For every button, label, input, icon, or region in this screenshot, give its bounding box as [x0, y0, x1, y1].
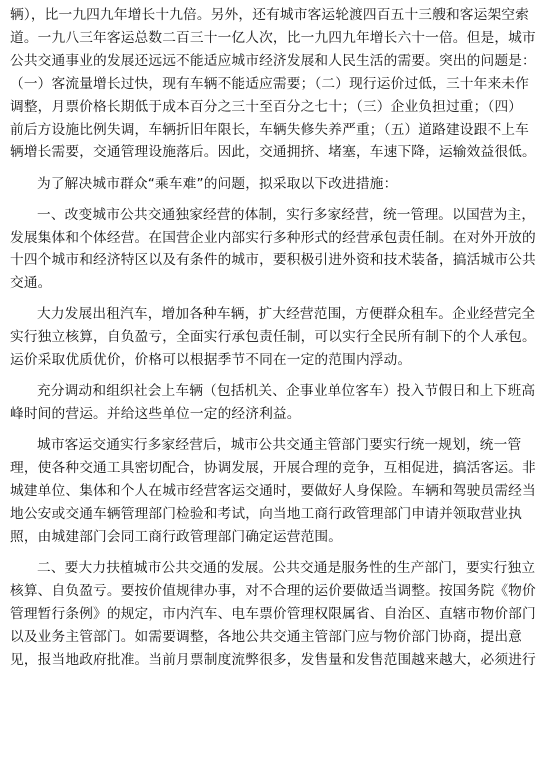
text-line: 十四个城市和经济特区以及有条件的城市，要积极引进外资和技术装备，搞活城市公共: [10, 252, 536, 269]
text-line: 调整，月票价格长期低于成本百分之三十至百分之七十；（三）企业负担过重；（四）: [10, 98, 523, 115]
text-line: 交通。: [10, 275, 52, 292]
paragraph: [10, 4, 536, 164]
text-line: 管理暂行条例》的规定，市内汽车、电车票价管理权限属省、自治区、直辖市物价部门: [10, 605, 536, 622]
text-line: 前后方设施比例失调，车辆折旧年限长，车辆失修失养严重；（五）道路建设跟不上车: [10, 121, 529, 138]
text-line: 充分调动和组织社会上车辆（包括机关、企事业单位客车）投入节假日和上下班高: [37, 383, 536, 400]
text-line: 理，使各种交通工具密切配合，协调发展，开展合理的竞争，互相促进，搞活客运。非: [10, 460, 536, 477]
paragraph: [10, 380, 536, 426]
text-line: 峰时间的营运。并给这些单位一定的经济利益。: [10, 406, 301, 423]
text-line: 地公安或交通车辆管理部门检验和考试，向当地工商行政管理部门申请并领取营业执: [10, 506, 522, 523]
text-line: 城建单位、集体和个人在城市经营客运交通时，要做好人身保险。车辆和驾驶员需经当: [10, 483, 536, 500]
text-line: 运价采取优质优价，价格可以根据季节不同在一定的范围内浮动。: [10, 352, 412, 369]
text-line: 以及业务主管部门。如需要调整，各地公共交通主管部门应与物价部门协商，提出意: [10, 628, 522, 645]
text-line: 为了解决城市群众“乘车难”的问题，拟采取以下改进措施：: [37, 175, 398, 192]
paragraph: [10, 434, 536, 549]
text-line: 辆），比一九四九年增长十九倍。另外，还有城市客运轮渡四百五十三艘和客运架空索: [10, 7, 529, 23]
text-line: 二、要大力扶植城市公共交通的发展。公共交通是服务性的生产部门，要实行独立: [37, 560, 536, 577]
text-line: 核算、自负盈亏。要按价值规律办事，对不合理的运价要做适当调整。按国务院《物价: [10, 582, 536, 599]
text-line: 辆增长需要，交通管理设施落后。因此，交通拥挤、堵塞，车速下降，运输效益很低。: [10, 144, 536, 161]
text-line: 发展集体和个体经营。在国营企业内部实行多种形式的经营承包责任制。在对外开放的: [10, 229, 536, 246]
paragraph: [10, 204, 536, 296]
text-line: 照，由城建部门会同工商行政管理部门确定运营范围。: [10, 528, 343, 545]
paragraph: [10, 173, 528, 196]
text-line: 一、改变城市公共交通独家经营的体制，实行多家经营，统一管理。以国营为主，: [37, 206, 536, 223]
text-line: 实行独立核算，自负盈亏，全面实行承包责任制，可以实行全民所有制下的个人承包。: [10, 329, 536, 346]
text-line: 见，报当地政府批准。当前月票制度流弊很多，发售量和发售范围越来越大，必须进行: [10, 651, 536, 668]
text-line: （一）客流量增长过快，现有车辆不能适应需要；（二）现行运价过低，三十年来未作: [10, 75, 529, 92]
paragraph: [10, 303, 536, 372]
text-line: 公共交通事业的发展还远远不能适应城市经济发展和人民生活的需要。突出的问题是：: [10, 52, 536, 69]
text-line: 道。一九八三年客运总数二百三十一亿人次，比一九四九年增长六十一倍。但是，城市: [10, 29, 536, 46]
text-line: 城市客运交通实行多家经营后，城市公共交通主管部门要实行统一规划，统一管: [37, 437, 522, 454]
paragraph: [10, 557, 536, 672]
text-line: 大力发展出租汽车，增加各种车辆，扩大经营范围，方便群众租车。企业经营完全: [37, 306, 536, 323]
